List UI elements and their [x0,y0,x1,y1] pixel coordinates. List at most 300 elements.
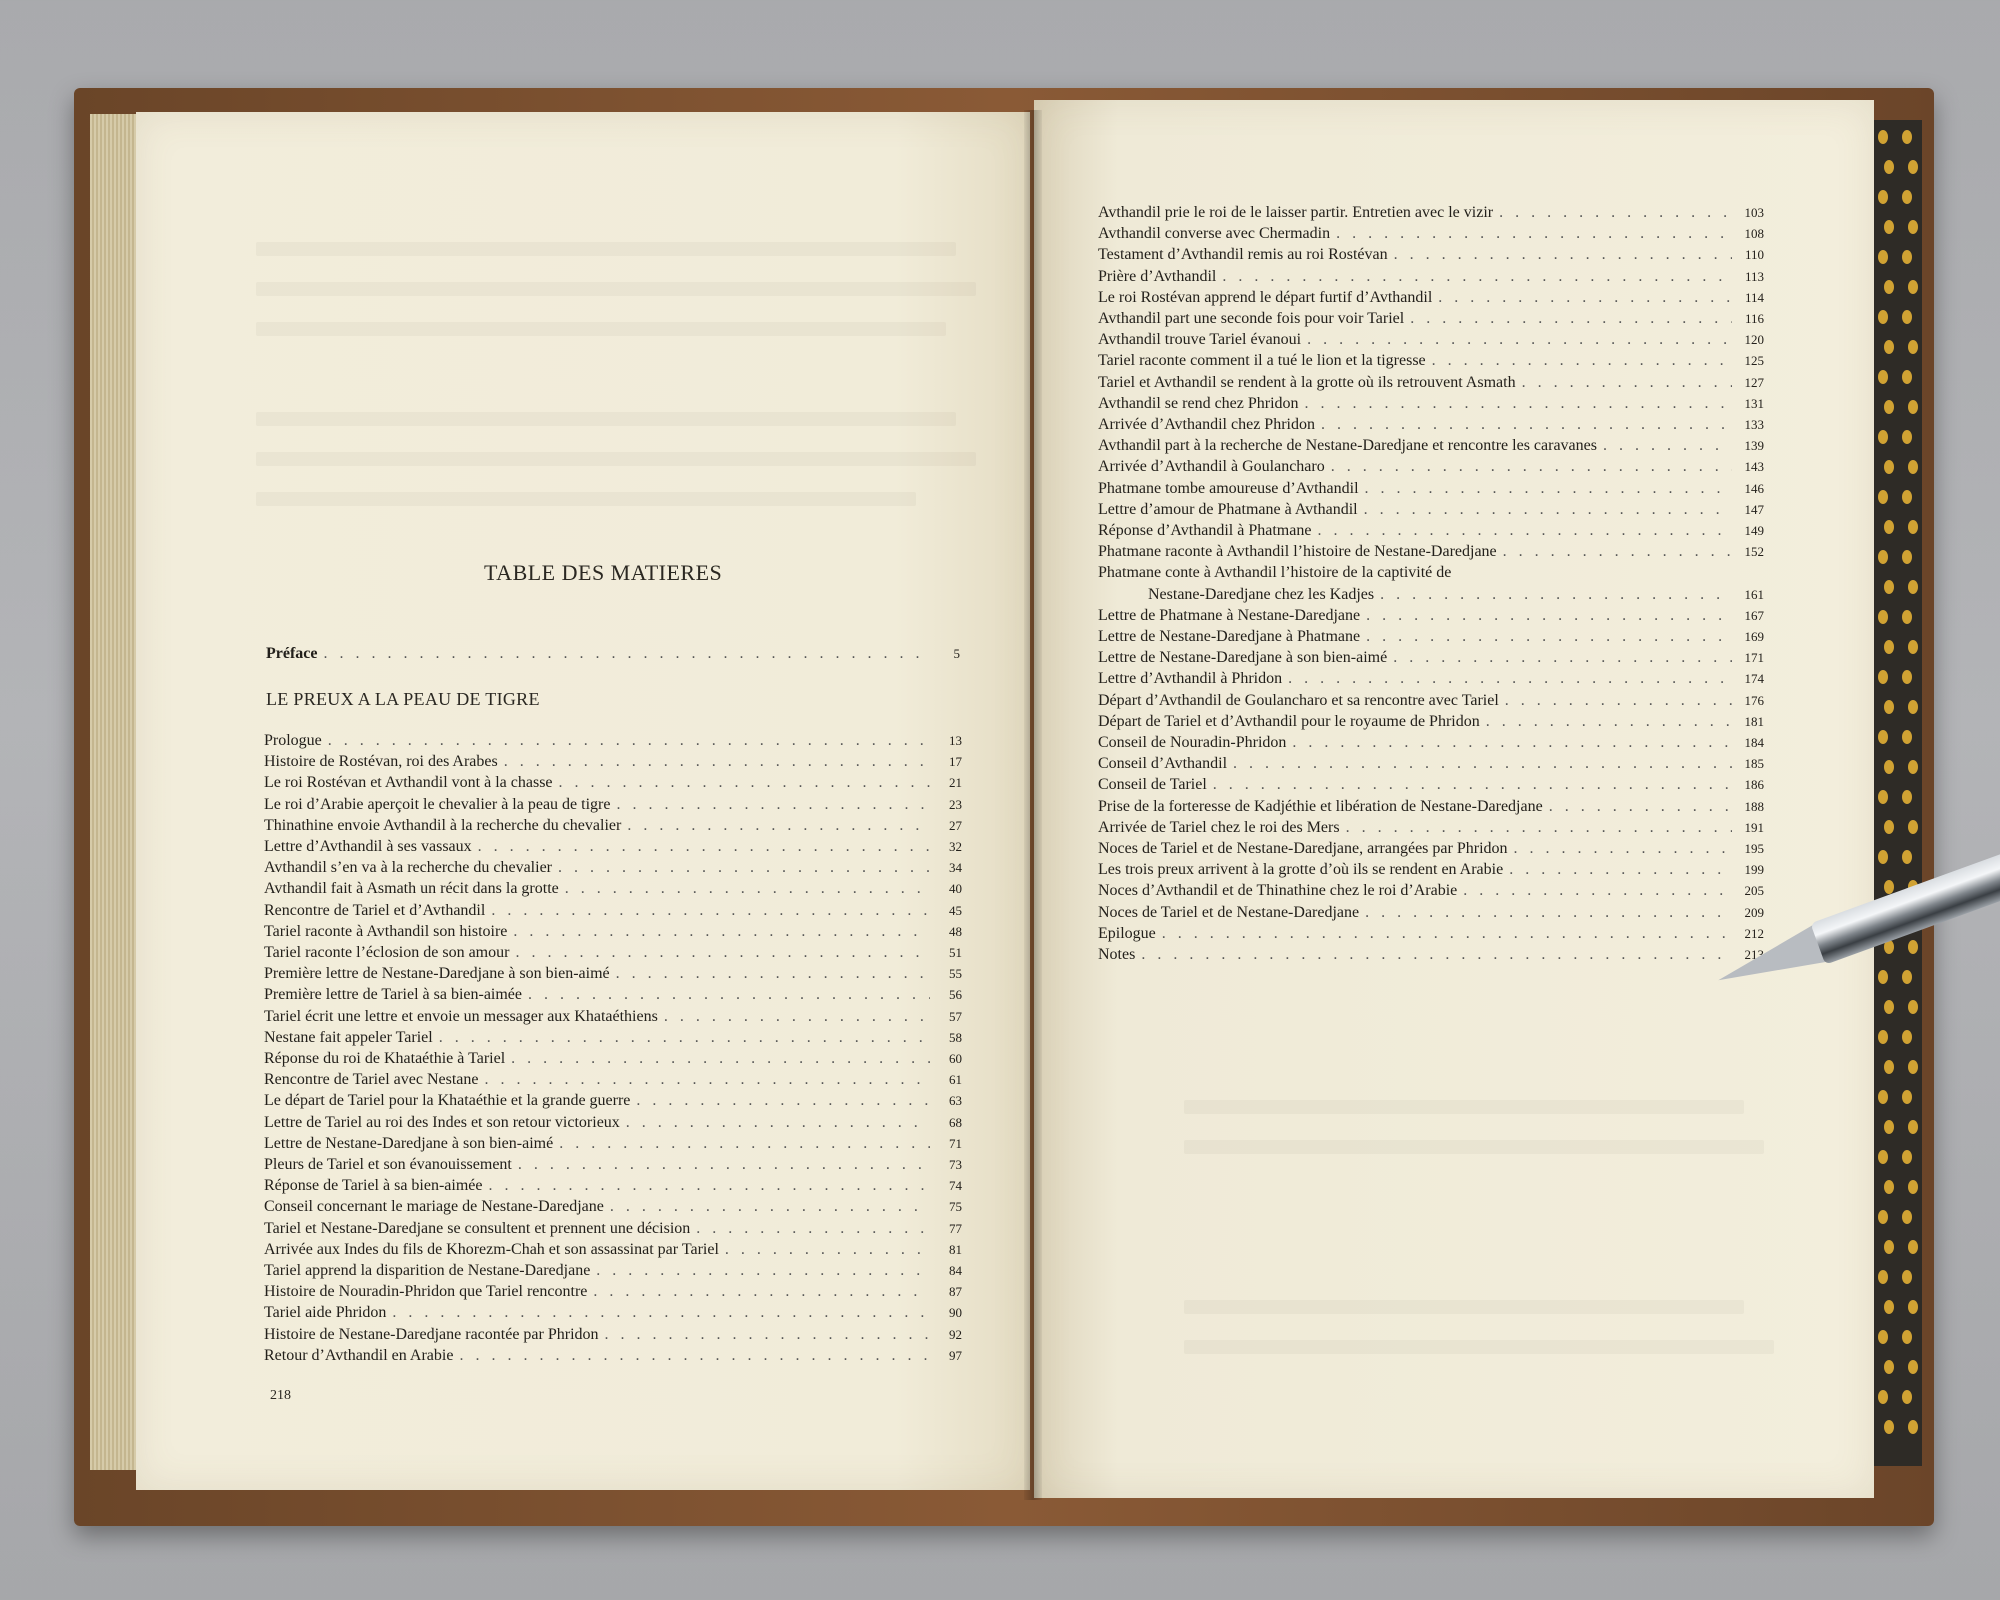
toc-entry [1098,204,1764,222]
entry-title: Avthandil fait à Asmath un récit dans la grotte [264,880,559,898]
toc-entry [1098,755,1764,773]
entry-page: 110 [1744,247,1764,263]
marbling-dot [1902,1090,1912,1104]
marbling-dot [1902,1030,1912,1044]
entry-page: 92 [949,1326,962,1342]
toc-entry [264,796,962,814]
marbling-dot [1908,1180,1918,1194]
page-edges-left [90,114,136,1470]
toc-entry [264,965,962,983]
marbling-dot [1884,1300,1894,1314]
entry-page: 60 [949,1051,962,1066]
marbling-dot [1884,280,1894,294]
marbling-dot [1908,520,1918,534]
marbling-dot [1884,520,1894,534]
toc-entry [1098,713,1764,731]
entry-page: 161 [1744,586,1764,602]
marbling-dot [1884,1000,1894,1014]
marbling-dot [1878,550,1888,564]
entry-title: Réponse de Tariel à sa bien-aimée [264,1177,483,1195]
dot-leader [610,1198,930,1216]
entry-title: Noces de Tariel et de Nestane-Daredjane [1098,903,1360,921]
dot-leader [491,902,930,920]
dot-leader [664,1008,930,1026]
dot-leader [1432,352,1732,370]
entry-title: Lettre de Nestane-Daredjane à son bien-aimé [1098,649,1388,667]
marbling-dot [1908,220,1918,234]
marbling-dot [1878,850,1888,864]
marbling-dot [1884,1360,1894,1374]
entry-page: 77 [949,1220,962,1236]
marbling-dot [1908,1420,1918,1434]
dot-leader [616,796,930,814]
toc-entry [264,1029,962,1047]
toc-entry [1098,586,1764,604]
marbling-dot [1878,370,1888,384]
entry-title: Lettre d’amour de Phatmane à Avthandil [1098,500,1358,518]
dot-leader [616,965,930,983]
marbling-dot [1902,1270,1912,1284]
marbling-dot [1902,130,1912,144]
entry-page: 61 [949,1072,962,1088]
entry-title: Prise de la forteresse de Kadjéthie et libération de Nestane-Daredjane [1098,797,1543,815]
marbling-dot [1884,700,1894,714]
entry-page: 97 [949,1347,962,1363]
entry-title: Première lettre de Nestane-Daredjane à son bien-aimé [264,965,610,983]
toc-entry [1098,692,1764,710]
entry-title: Départ de Tariel et d’Avthandil pour le royaume de Phridon [1098,712,1480,730]
toc-entry [264,1198,962,1216]
dot-leader [392,1304,930,1322]
toc-entry [264,1008,962,1026]
dot-leader [511,1050,930,1068]
book-gutter [1024,110,1042,1500]
marbling-dot [1878,1210,1888,1224]
entry-title: Phatmane raconte à Avthandil l’histoire de Nestane-Daredjane [1098,543,1497,561]
marbling-dot [1908,700,1918,714]
toc-entry [1098,649,1764,667]
toc-entry [264,1326,962,1344]
dot-leader [1365,904,1732,922]
dot-leader [1410,310,1732,328]
entry-page: 48 [949,923,962,939]
dot-leader [1331,458,1732,476]
entry-page: 103 [1744,205,1764,220]
entry-title: Le roi Rostévan et Avthandil vont à la chasse [264,774,553,792]
marbling-dot [1878,670,1888,684]
entry-page: 176 [1744,692,1764,708]
dot-leader [559,1135,930,1153]
entry-page: 90 [949,1305,962,1321]
marbling-dot [1884,160,1894,174]
dot-leader [1141,946,1732,964]
entry-title: Phatmane tombe amoureuse d’Avthandil [1098,479,1359,497]
toc-entry-preface [266,645,960,663]
marbling-dot [1902,1390,1912,1404]
entry-title: Avthandil prie le roi de le laisser partir. Entretien avec le vizir [1098,204,1494,221]
marbling-dot [1908,160,1918,174]
marbling-dot [1902,430,1912,444]
entry-title: Notes [1098,946,1136,963]
entry-title: Lettre de Nestane-Daredjane à son bien-aimé [264,1134,554,1152]
entry-page: 113 [1744,268,1764,284]
dot-leader [478,838,930,856]
marbling-dot [1884,400,1894,414]
dot-leader [593,1283,930,1301]
toc-entry [264,1092,962,1110]
section-title: LE PREUX A LA PEAU DE TIGRE [266,689,540,709]
dot-leader [1305,395,1732,413]
entry-title: Tariel et Nestane-Daredjane se consultent et prennent une décision [264,1219,691,1237]
marbling-dot [1878,190,1888,204]
toc-entry [264,1050,962,1068]
marbling-dot [1908,1300,1918,1314]
entry-title: Lettre de Nestane-Daredjane à Phatmane [1098,628,1361,645]
dot-leader [513,923,930,941]
entry-page: 139 [1744,438,1764,454]
toc-entry [264,1241,962,1259]
marbling-dot [1884,760,1894,774]
marbling-dot [1908,1360,1918,1374]
dot-leader [515,944,930,962]
entry-title: Rencontre de Tariel et d’Avthandil [264,901,486,919]
dot-leader [626,1114,930,1132]
marbling-dot [1884,640,1894,654]
dot-leader [559,774,930,792]
marbling-dot [1902,1150,1912,1164]
entry-page: 185 [1744,756,1764,772]
entry-title: Tariel apprend la disparition de Nestane-Daredjane [264,1262,591,1279]
marbling-dot [1884,1180,1894,1194]
toc-entry [264,1156,962,1174]
entry-page: 188 [1744,798,1764,814]
dot-leader [1307,331,1732,349]
marbling-dot [1902,550,1912,564]
entry-title: Tariel raconte comment il a tué le lion et la tigresse [1098,352,1426,370]
toc-entry [264,838,962,856]
toc-entry [1098,861,1764,879]
toc-entry [264,1262,962,1280]
marbling-dot [1908,460,1918,474]
toc-entry [264,1220,962,1238]
marbling-dot [1878,970,1888,984]
entry-title: Tariel aide Phridon [264,1304,387,1322]
entry-page: 56 [949,987,962,1003]
entry-page: 186 [1744,777,1764,793]
entry-page: 23 [949,796,962,812]
entry-title: Réponse d’Avthandil à Phatmane [1098,522,1312,539]
entry-page: 174 [1744,671,1764,687]
marbling-dot [1908,340,1918,354]
toc-entry [1098,840,1764,858]
entry-title: Conseil d’Avthandil [1098,755,1228,773]
dot-leader [1486,713,1732,731]
toc-entry [1098,437,1764,455]
dot-leader [1393,649,1732,667]
dot-leader [1346,819,1732,837]
entry-page: 84 [949,1263,962,1278]
entry-page: 209 [1744,904,1764,920]
toc-entry [264,923,962,941]
entry-title: Départ d’Avthandil de Goulancharo et sa rencontre avec Tariel [1098,691,1499,709]
marbling-dot [1878,730,1888,744]
marbling-dot [1878,490,1888,504]
entry-page: 57 [949,1008,962,1024]
entry-title: Tariel écrit une lettre et envoie un messager aux Khataéthiens [264,1007,658,1025]
entry-page: 181 [1744,713,1764,729]
entry-page: 205 [1744,883,1764,899]
marbling-dot [1902,250,1912,264]
toc-entry [1098,819,1764,837]
toc-entry [1098,331,1764,349]
dot-leader [565,880,930,898]
entry-page: 125 [1744,353,1764,369]
marbling-dot [1884,1240,1894,1254]
marbling-dot [1902,370,1912,384]
marbling-dot [1878,430,1888,444]
marbling-dot [1878,1390,1888,1404]
dot-leader [605,1326,930,1344]
marbling-dot [1908,1240,1918,1254]
dot-leader [725,1241,930,1259]
marbling-dot [1878,130,1888,144]
entry-title: Le roi Rostévan apprend le départ furtif d’Avthandil [1098,288,1433,306]
entry-title: Arrivée de Tariel chez le roi des Mers [1098,818,1340,836]
toc-entry [264,1347,962,1365]
toc-entry [1098,268,1764,286]
entry-page: 81 [949,1241,962,1257]
dot-leader [1522,374,1732,392]
marbling-dot [1878,1270,1888,1284]
entry-title: Lettre d’Avthandil à Phridon [1098,670,1283,688]
dot-leader [696,1220,930,1238]
marbling-dot [1878,1030,1888,1044]
entry-page: 146 [1744,480,1764,496]
entry-title: Arrivée aux Indes du fils de Khorezm-Chah et son assassinat par Tariel [264,1240,719,1258]
marbling-dot [1884,1420,1894,1434]
entry-title: Testament d’Avthandil remis au roi Rostévan [1098,246,1388,264]
toc-entry [264,817,962,835]
entry-title: Lettre de Tariel au roi des Indes et son retour victorieux [264,1113,620,1131]
entry-page: 195 [1744,841,1764,856]
marbling-dot [1908,580,1918,594]
entry-title: Avthandil part à la recherche de Nestane-Daredjane et rencontre les caravanes [1098,437,1597,455]
marbling-dot [1908,760,1918,774]
dot-leader [1336,225,1732,243]
toc-entry [264,1177,962,1195]
dot-leader [1499,204,1732,222]
dot-leader [528,986,930,1004]
marbling-dot [1878,790,1888,804]
entry-page: 58 [949,1029,962,1045]
marbling-dot [1902,610,1912,624]
toc-entry [1098,946,1764,964]
toc-entry [1098,289,1764,307]
marbling-dot [1908,1060,1918,1074]
marbling-dot [1878,1090,1888,1104]
entry-title: Histoire de Nestane-Daredjane racontée par Phridon [264,1325,599,1343]
entry-title: Thinathine envoie Avthandil à la recherche du chevalier [264,816,622,834]
dot-leader [1603,437,1732,455]
toc-entry [1098,670,1764,688]
entry-page: 120 [1744,332,1764,348]
dot-leader [484,1071,930,1089]
marbling-dot [1908,400,1918,414]
entry-title: Avthandil converse avec Chermadin [1098,225,1331,243]
entry-title: Conseil de Nouradin-Phridon [1098,734,1287,751]
toc-entry [1098,734,1764,752]
entry-title: Pleurs de Tariel et son évanouissement [264,1156,512,1173]
toc-entry [1098,607,1764,625]
toc-entry [1098,416,1764,434]
entry-title: Lettre d’Avthandil à ses vassaux [264,838,472,855]
dot-leader [1233,755,1732,773]
toc-entry [1098,395,1764,413]
dot-leader [489,1177,931,1195]
dot-leader [1292,734,1732,752]
entry-page: 71 [949,1135,962,1151]
toc-entry [1098,458,1764,476]
marbling-dot [1902,850,1912,864]
toc-title: TABLE DES MATIERES [484,560,723,585]
entry-page: 147 [1744,501,1764,517]
entry-title: Epilogue [1098,924,1156,942]
entry-page: 27 [949,817,962,833]
entry-page: 5 [953,646,960,661]
entry-title: Noces de Tariel et de Nestane-Daredjane, arrangées par Phridon [1098,840,1508,857]
dot-leader [1505,692,1732,710]
entry-title: Histoire de Rostévan, roi des Arabes [264,753,498,771]
entry-page: 131 [1744,395,1764,411]
entry-page: 55 [949,966,962,982]
entry-page: 73 [949,1157,962,1172]
toc-entry [1098,374,1764,392]
marbling-dot [1902,190,1912,204]
dot-leader [1365,480,1732,498]
marbling-dot [1878,310,1888,324]
entry-title: Retour d’Avthandil en Arabie [264,1346,454,1364]
entry-page: 51 [949,945,962,960]
entry-title: Prière d’Avthandil [1098,267,1217,285]
toc-entry [1098,798,1764,816]
entry-title: Première lettre de Tariel à sa bien-aimée [264,986,523,1004]
toc-entry [1098,628,1764,646]
page-number: 218 [270,1388,291,1403]
entry-page: 87 [949,1284,962,1300]
entry-title: Les trois preux arrivent à la grotte d’où ils se rendent en Arabie [1098,861,1504,879]
toc-entry [264,753,962,771]
entry-page: 143 [1744,459,1764,475]
toc-entry [264,1135,962,1153]
entry-page: 191 [1744,819,1764,835]
entry-page: 127 [1744,374,1764,390]
dot-leader [1317,522,1732,540]
dot-leader [328,732,930,750]
entry-title: Tariel raconte l’éclosion de son amour [264,944,510,961]
entry-page: 184 [1744,735,1764,750]
entry-page: 13 [949,733,962,748]
toc-entry [264,880,962,898]
entry-title: Avthandil se rend chez Phridon [1098,394,1299,412]
entry-title: Le départ de Tariel pour la Khataéthie et la grande guerre [264,1092,631,1110]
entry-title: Nestane fait appeler Tariel [264,1028,433,1046]
entry-title: Conseil de Tariel [1098,776,1207,794]
toc-entry [1098,925,1764,943]
entry-title: Lettre de Phatmane à Nestane-Daredjane [1098,606,1361,624]
dot-leader [1514,840,1732,858]
entry-page: 68 [949,1114,962,1130]
entry-title: Nestane-Daredjane chez les Kadjes [1148,585,1375,603]
toc-entry [264,1114,962,1132]
entry-title: Tariel et Avthandil se rendent à la grotte où ils retrouvent Asmath [1098,373,1516,391]
marbling-dot [1878,1330,1888,1344]
entry-title: Réponse du roi de Khataéthie à Tariel [264,1050,506,1067]
entry-page: 45 [949,902,962,918]
dot-leader [627,817,930,835]
dot-leader [1366,628,1732,646]
marbling-dot [1878,610,1888,624]
entry-title: Prologue [264,732,322,749]
dot-leader [1463,882,1732,900]
entry-title: Arrivée d’Avthandil à Goulancharo [1098,458,1325,476]
dot-leader [1222,268,1732,286]
dot-leader [1288,670,1732,688]
marbling-dot [1902,730,1912,744]
marbling-dot [1878,250,1888,264]
toc-entry [1098,480,1764,498]
marbling-dot [1884,580,1894,594]
toc-entry [1098,904,1764,922]
entry-title: Le roi d’Arabie aperçoit le chevalier à la peau de tigre [264,795,611,813]
dot-leader [1380,586,1732,604]
marbling-dot [1908,1000,1918,1014]
toc-entry [1098,246,1764,264]
dot-leader [518,1156,930,1174]
dot-leader [459,1347,930,1365]
marbling-dot [1902,790,1912,804]
toc-entry [1098,352,1764,370]
dot-leader [1213,776,1732,794]
entry-page: 40 [949,881,962,897]
entry-page: 213 [1744,947,1764,962]
entry-page: 74 [949,1178,962,1194]
entry-page: 167 [1744,607,1764,623]
toc-entry [264,986,962,1004]
dot-leader [324,645,928,663]
marbling-dot [1884,1120,1894,1134]
marbling-dot [1884,460,1894,474]
entry-page: 212 [1744,925,1764,941]
dot-leader [596,1262,930,1280]
toc-entry [1098,882,1764,900]
entry-title: Avthandil part une seconde fois pour voir Tariel [1098,310,1405,327]
entry-page: 75 [949,1199,962,1215]
toc-entry [264,1283,962,1301]
marbling-dot [1908,820,1918,834]
entry-page: 116 [1744,311,1764,326]
toc-entry [1098,225,1764,243]
toc-entry [264,944,962,962]
entry-page: 149 [1744,523,1764,538]
entry-page: 169 [1744,629,1764,644]
entry-page: 63 [949,1093,962,1109]
marbling-dot [1908,640,1918,654]
toc-entry [264,902,962,920]
entry-title: Rencontre de Tariel avec Nestane [264,1071,479,1089]
entry-page: 199 [1744,862,1764,878]
marbling-dot [1884,820,1894,834]
marbling-dot [1908,280,1918,294]
